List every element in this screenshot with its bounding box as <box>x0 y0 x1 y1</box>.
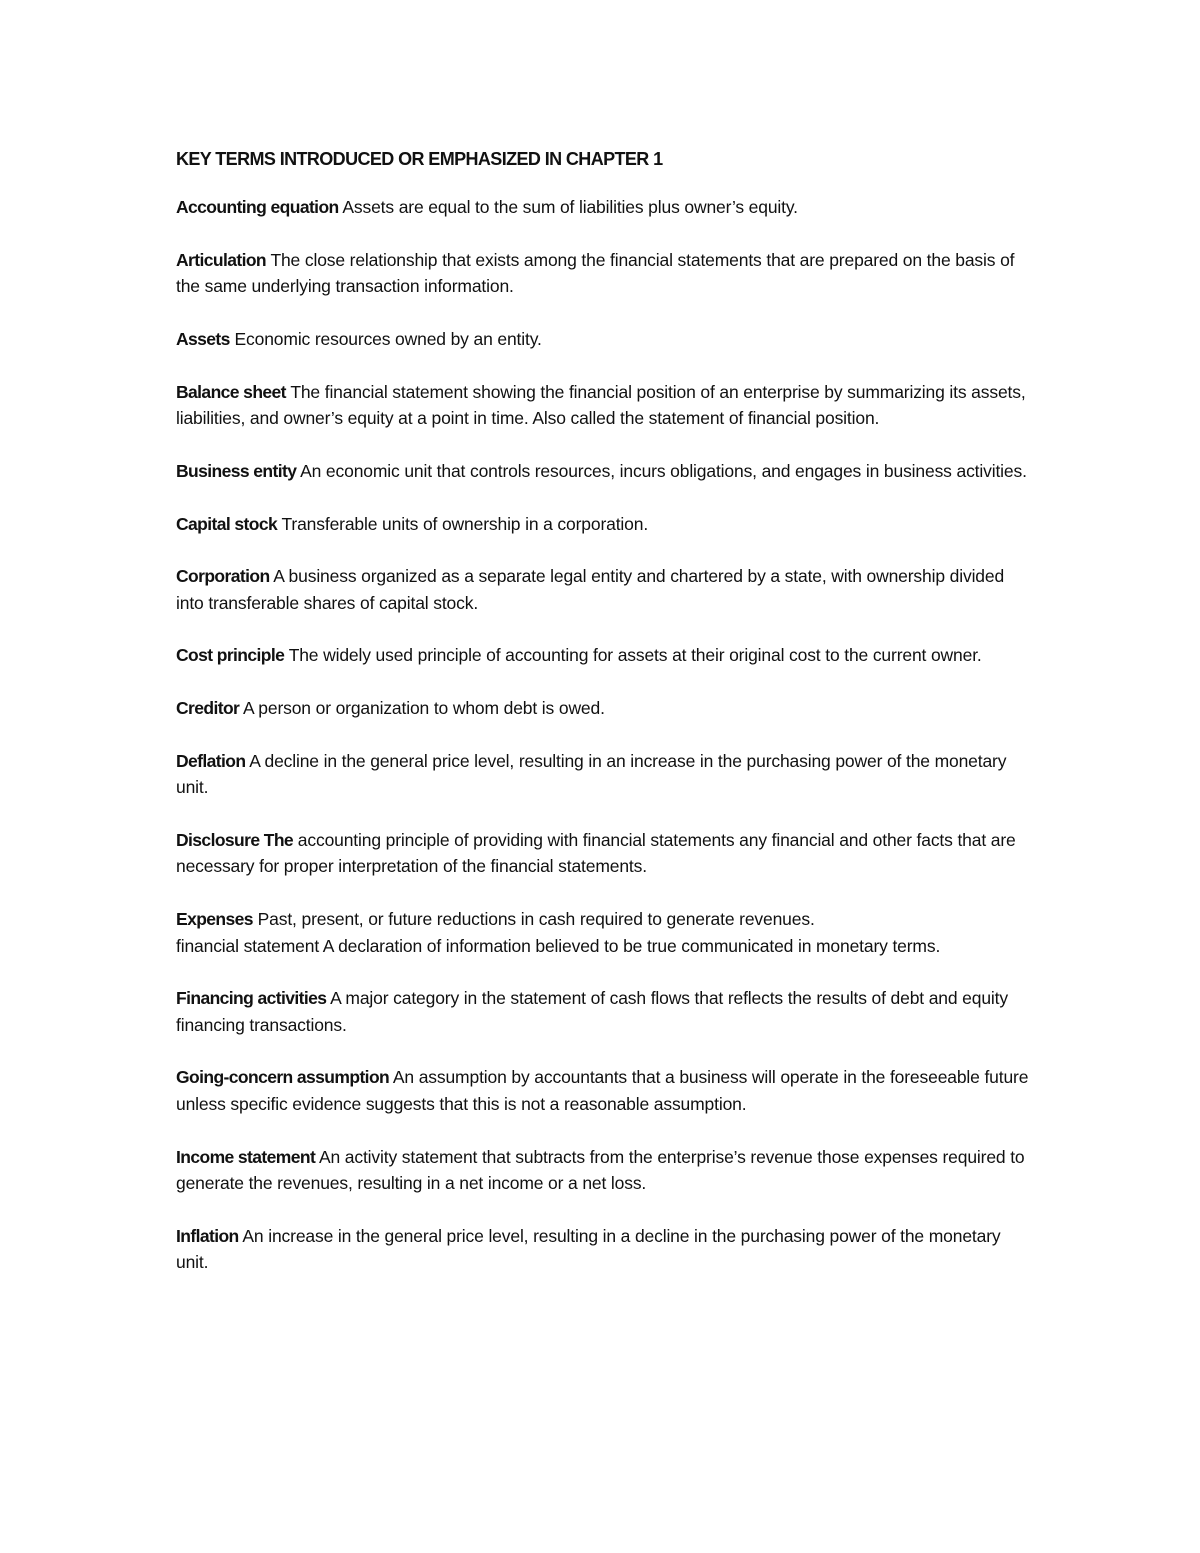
glossary-entry-income-statement <box>176 1144 1036 1197</box>
document-page <box>176 146 1036 1302</box>
glossary-entry-assets <box>176 326 1036 352</box>
glossary-definition: financial statement A declaration of information believed to be true communicated in monetary terms. <box>176 935 941 956</box>
glossary-definition: Assets are equal to the sum of liabilities plus owner’s equity. <box>342 197 798 217</box>
glossary-entry-deflation <box>176 748 1036 801</box>
glossary-definition: A decline in the general price level, resulting in an increase in the purchasing power of the monetary unit. <box>176 751 1007 798</box>
glossary-term: Deflation <box>176 751 246 772</box>
glossary-definition: An assumption by accountants that a business will operate in the foreseeable future unless specific evidence suggests that this is not a reasonable assumption. <box>176 1067 1029 1114</box>
glossary-definition: Economic resources owned by an entity. <box>234 328 542 349</box>
glossary-definition: accounting principle of providing with financial statements any financial and other facts that are necessary for proper interpretation of the financial statements. <box>176 830 1016 877</box>
glossary-term: Cost principle <box>176 645 285 666</box>
glossary-entry-balance-sheet <box>176 379 1036 432</box>
glossary-definition: A major category in the statement of cash flows that reflects the results of debt and equity financing transactions. <box>176 988 1008 1035</box>
glossary-definition: An economic unit that controls resources, incurs obligations, and engages in business activities. <box>300 460 1027 481</box>
glossary-term: Income statement <box>176 1146 316 1167</box>
glossary-definition: A person or organization to whom debt is owed. <box>243 698 605 719</box>
glossary-term: Corporation <box>176 566 270 587</box>
glossary-term: Expenses <box>176 909 253 930</box>
glossary-definition: A business organized as a separate legal entity and chartered by a state, with ownership divided into transferable shares of capital stock. <box>176 566 1005 613</box>
glossary-entry-expenses <box>176 906 1036 932</box>
glossary-entry-going-concern-assumption <box>176 1064 1036 1117</box>
glossary-term: Disclosure The <box>176 830 294 851</box>
glossary-definition: Transferable units of ownership in a corporation. <box>281 513 649 534</box>
glossary-entry-cost-principle <box>176 642 1036 668</box>
glossary-definition: The widely used principle of accounting for assets at their original cost to the current owner. <box>288 645 982 666</box>
glossary-entry-articulation <box>176 247 1036 300</box>
glossary-definition: The close relationship that exists among the financial statements that are prepared on the basis of the same underlying transaction information. <box>176 249 1015 297</box>
glossary-entry-disclosure <box>176 827 1036 880</box>
glossary-term: Inflation <box>176 1225 239 1246</box>
glossary-entry-business-entity <box>176 458 1036 484</box>
glossary-entry-capital-stock <box>176 511 1036 537</box>
glossary-term: Business entity <box>176 460 297 481</box>
glossary-term: Creditor <box>176 698 240 719</box>
document-title: KEY TERMS INTRODUCED OR EMPHASIZED IN CHAPTER 1 <box>176 149 663 169</box>
glossary-entry-corporation <box>176 563 1036 616</box>
glossary-definition: An activity statement that subtracts from the enterprise’s revenue those expenses required to generate the revenues, resulting in a net income or a net loss. <box>176 1146 1025 1193</box>
glossary-entry-accounting-equation <box>176 194 1036 220</box>
glossary-term: Accounting equation <box>176 197 339 217</box>
glossary-definition: Past, present, or future reductions in cash required to generate revenues. <box>257 909 815 930</box>
glossary-term: Going-concern assumption <box>176 1067 390 1088</box>
glossary-term: Articulation <box>176 249 267 270</box>
glossary-entry-financial-statement <box>176 933 1036 959</box>
glossary-definition: The financial statement showing the financial position of an enterprise by summarizing its assets, liabilities, and owner’s equity at a point in time. Also called the statement of financial position. <box>176 381 1026 428</box>
glossary-entry-creditor <box>176 695 1036 721</box>
glossary-term: Balance sheet <box>176 381 286 402</box>
glossary-term: Capital stock <box>176 513 278 534</box>
glossary-entry-financing-activities <box>176 985 1036 1038</box>
glossary-definition: An increase in the general price level, resulting in a decline in the purchasing power of the monetary unit. <box>176 1225 1001 1272</box>
glossary-entry-inflation <box>176 1223 1036 1276</box>
glossary-term: Assets <box>176 328 230 349</box>
glossary-term: Financing activities <box>176 988 327 1009</box>
